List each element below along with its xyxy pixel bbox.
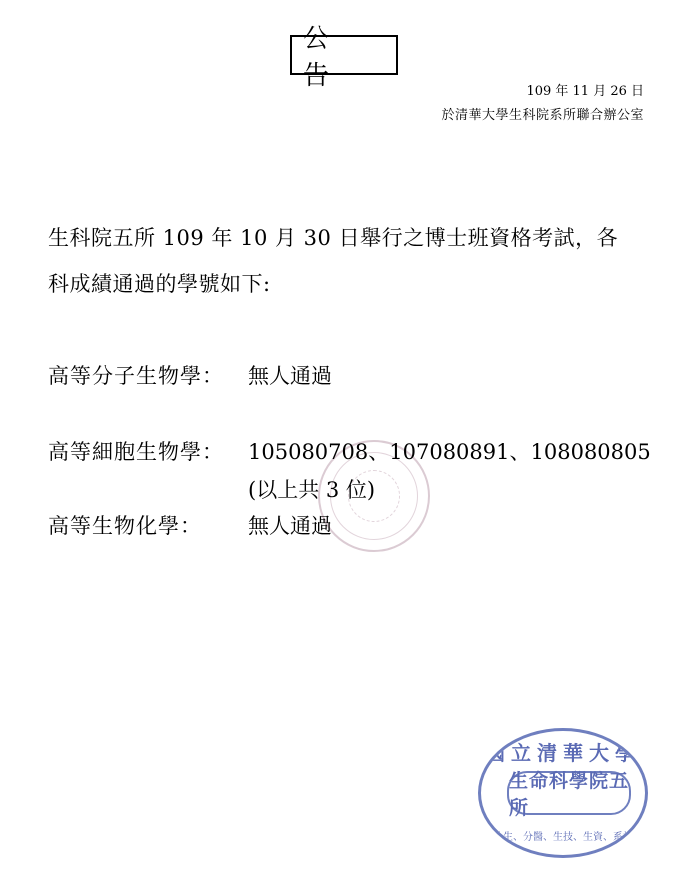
result-count-note: (以上共 3 位) — [248, 478, 376, 502]
subject-label: 高等生物化學： — [48, 514, 202, 538]
result-row-cell-biology — [48, 436, 651, 466]
department-stamp — [478, 728, 648, 858]
stamp-university-name: 國立清華大學 — [485, 741, 641, 765]
stamp-institutes: 分生、分醫、生技、生資、系神 — [493, 832, 633, 843]
result-row-molecular-biology — [48, 360, 332, 390]
announcement-date: 109 年 11 月 26 日 — [526, 84, 644, 99]
result-value: 無人通過 — [248, 364, 332, 388]
announcement-title: 公 告 — [290, 35, 398, 75]
result-row-biochemistry — [48, 510, 332, 540]
subject-label: 高等細胞生物學： — [48, 440, 224, 464]
stamp-department-name: 生命科學院五所 — [509, 770, 630, 819]
body-line-2: 科成績通過的學號如下: — [48, 272, 271, 296]
result-value: 105080708、107080891、108080805 — [248, 440, 651, 464]
subject-label: 高等分子生物學： — [48, 364, 224, 388]
result-value: 無人通過 — [248, 514, 332, 538]
body-line-1: 生科院五所 109 年 10 月 30 日舉行之博士班資格考試，各 — [48, 226, 619, 250]
issuing-office: 於清華大學生科院系所聯合辦公室 — [441, 108, 644, 123]
announcement-body — [48, 215, 648, 307]
